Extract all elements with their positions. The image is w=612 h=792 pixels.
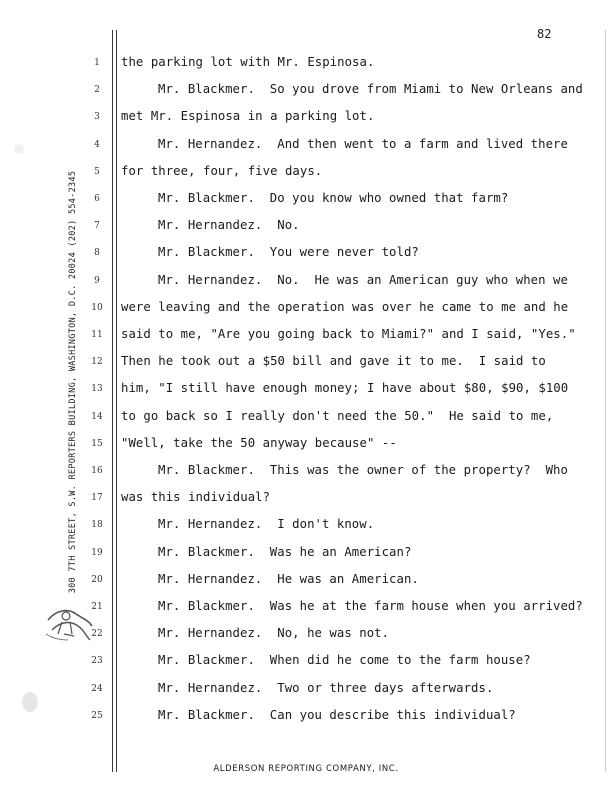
line-number: 20	[91, 574, 103, 585]
scan-smudge	[22, 692, 38, 712]
margin-rule-right	[116, 30, 117, 772]
side-margin-address-text: 300 7TH STREET, S.W. REPORTERS BUILDING, WASHINGTON, D.C. 20024 (202) 554-2345	[68, 170, 78, 594]
line-number: 7	[94, 221, 100, 232]
transcript-line: Then he took out a $50 bill and gave it to me. I said to	[121, 354, 546, 369]
margin-rule-left	[112, 30, 113, 772]
transcript-line: Mr. Hernandez. And then went to a farm and lived there	[158, 136, 568, 151]
transcript-line: Mr. Hernandez. No. He was an American guy who when we	[158, 272, 568, 287]
line-number: 19	[91, 547, 103, 558]
transcript-line: Mr. Hernandez. No.	[158, 218, 300, 233]
line-number: 25	[91, 710, 103, 721]
line-number: 17	[91, 493, 103, 504]
transcript-line: Mr. Hernandez. No, he was not.	[158, 626, 390, 641]
line-number: 21	[91, 602, 103, 612]
transcript-line: were leaving and the operation was over he came to me and he	[121, 299, 569, 314]
line-number: 18	[91, 520, 103, 531]
transcript-line: the parking lot with Mr. Espinosa.	[121, 55, 375, 69]
line-number: 11	[91, 330, 103, 340]
line-number: 2	[94, 85, 100, 96]
footer-company: ALDERSON REPORTING COMPANY, INC.	[213, 764, 399, 774]
transcript-line: to go back so I really don't need the 50." He said to me,	[121, 408, 554, 423]
line-number: 14	[91, 411, 103, 422]
transcript-line: was this individual?	[121, 490, 271, 505]
line-number: 3	[94, 112, 100, 123]
line-number: 16	[91, 466, 103, 476]
transcript-line: Mr. Blackmer. Was he at the farm house when you arrived?	[158, 599, 583, 613]
transcript-line: Mr. Blackmer. This was the owner of the property? Who	[158, 463, 568, 477]
transcript-line: Mr. Blackmer. When did he come to the farm house?	[158, 653, 531, 668]
line-number: 1	[94, 58, 100, 68]
transcript-line: Mr. Hernandez. Two or three days afterwards.	[158, 680, 494, 695]
page-number: 82	[537, 27, 552, 41]
line-number: 5	[94, 166, 100, 177]
transcript-line: "Well, take the 50 anyway because" --	[121, 435, 397, 450]
page-edge	[605, 30, 606, 772]
transcript-line: Mr. Hernandez. I don't know.	[158, 517, 375, 532]
transcript-line: Mr. Hernandez. He was an American.	[158, 571, 419, 586]
line-number: 15	[91, 438, 103, 449]
transcript-line: Mr. Blackmer. You were never told?	[158, 245, 419, 260]
transcript-line: Mr. Blackmer. Do you know who owned that farm?	[158, 191, 509, 205]
line-number: 8	[94, 248, 100, 259]
line-number: 4	[94, 139, 100, 150]
transcript-line: for three, four, five days.	[121, 163, 323, 178]
line-number: 24	[91, 683, 103, 694]
line-number: 10	[91, 302, 103, 313]
transcript-line: Mr. Blackmer. So you drove from Miami to New Orleans and	[158, 82, 583, 97]
line-number: 22	[91, 629, 103, 640]
line-number: 13	[91, 384, 103, 395]
transcript-line: Mr. Blackmer. Can you describe this individual?	[158, 707, 516, 722]
transcript-line: met Mr. Espinosa in a parking lot.	[121, 109, 375, 124]
line-number: 23	[91, 656, 103, 667]
line-number: 9	[94, 275, 100, 286]
transcript-line: Mr. Blackmer. Was he an American?	[158, 544, 412, 559]
line-number: 6	[94, 194, 100, 204]
line-number: 12	[91, 357, 103, 368]
transcript-line: said to me, "Are you going back to Miami?" and I said, "Yes."	[121, 327, 576, 341]
transcript-line: him, "I still have enough money; I have about $80, $90, $100	[121, 381, 569, 396]
scan-smudge	[14, 144, 24, 154]
